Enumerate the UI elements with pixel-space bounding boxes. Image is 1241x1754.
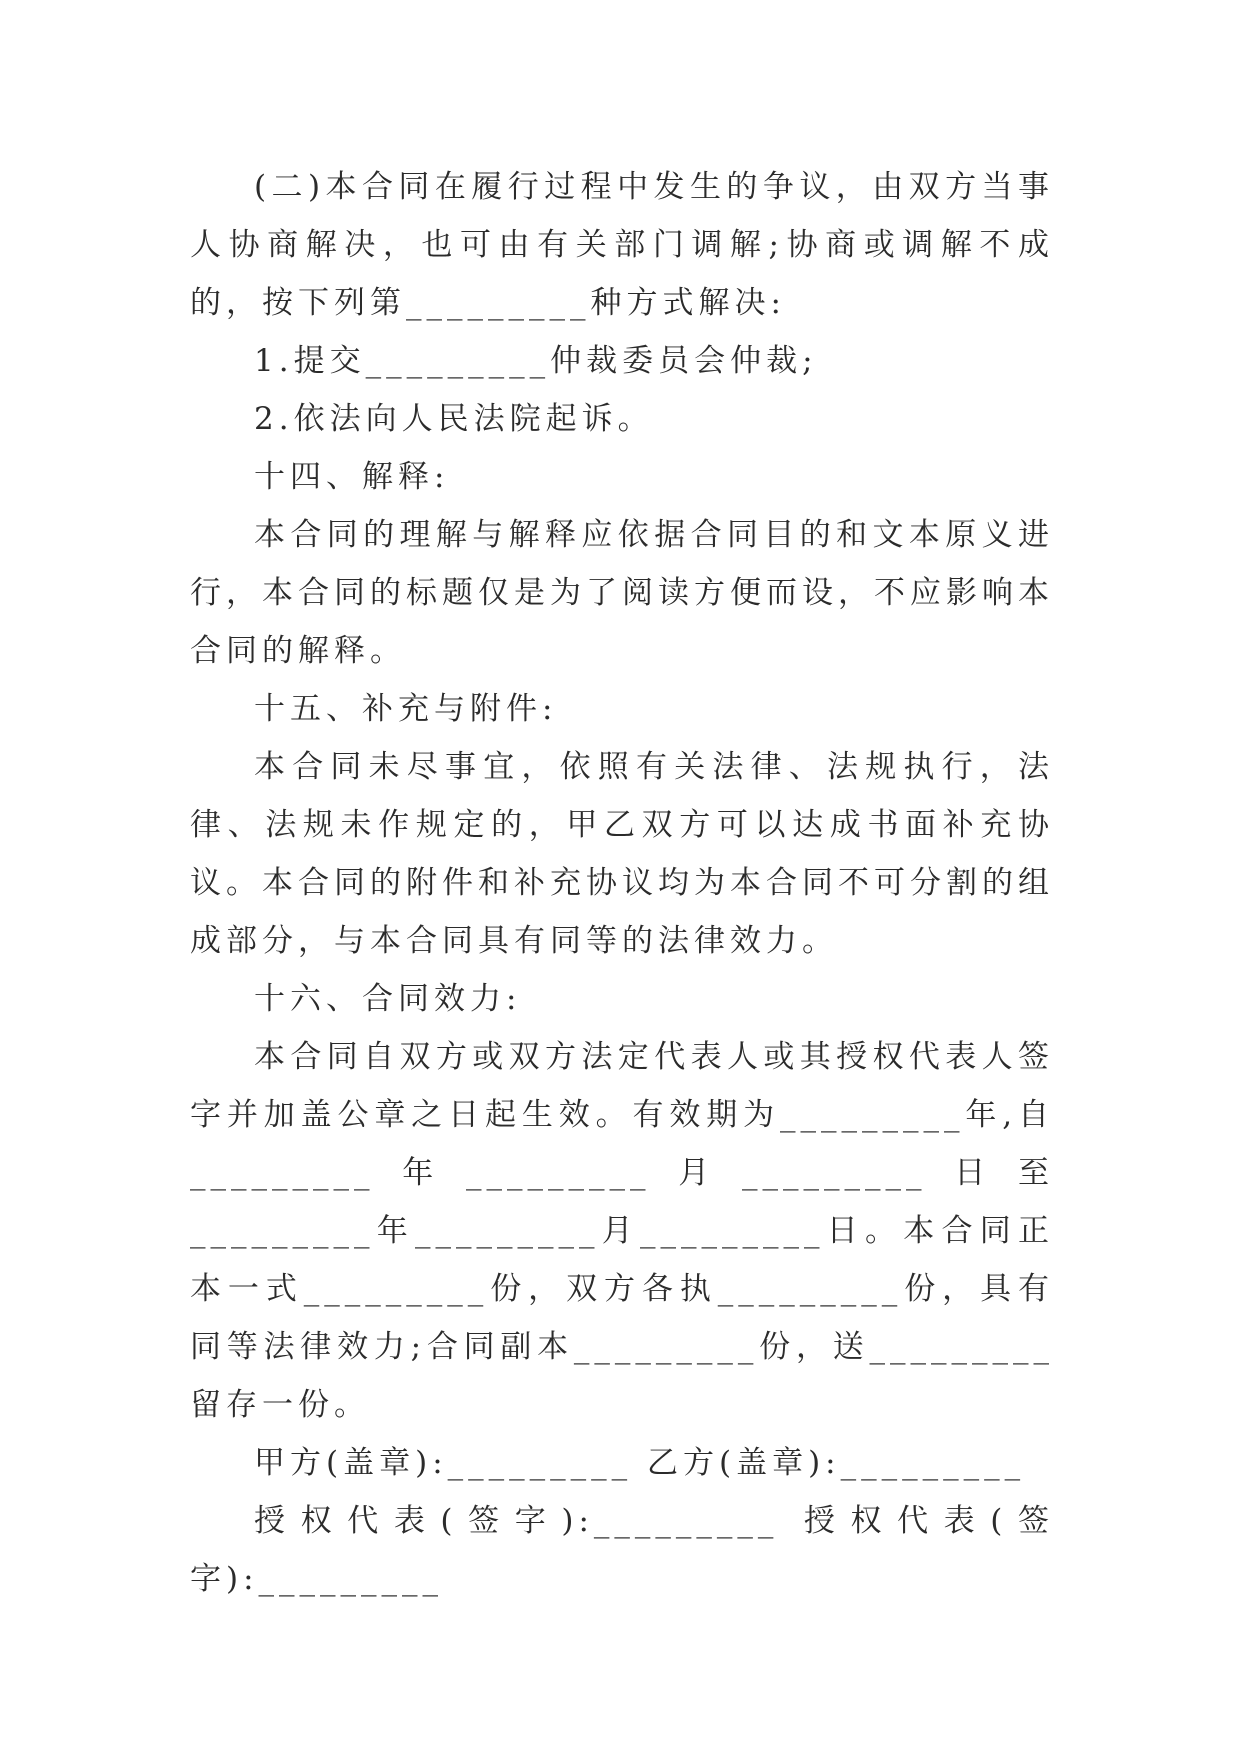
document-body (190, 158, 1054, 1608)
section-14-body: 本合同的理解与解释应依据合同目的和文本原义进行，本合同的标题仅是为了阅读方便而设，不应影响本合同的解释。 (190, 517, 1054, 669)
section-16-heading: 十六、合同效力: (254, 981, 522, 1017)
seal-line: 甲方(盖章):_________ 乙方(盖章):_________ (254, 1445, 1026, 1481)
section-15-body: 本合同未尽事宜，依照有关法律、法规执行，法律、法规未作规定的，甲乙双方可以达成书面补充协议。本合同的附件和补充协议均为本合同不可分割的组成部分，与本合同具有同等的法律效力。 (190, 749, 1054, 959)
signature-line: 授权代表(签字):_________ 授权代表(签字):_________ (190, 1503, 1054, 1597)
section-15-heading: 十五、补充与附件: (254, 691, 558, 727)
section-16-body: 本合同自双方或双方法定代表人或其授权代表人签字并加盖公章之日起生效。有效期为_________年,自_________年_________月_________日至_________年_________月_________日。本合同正本一式_________份，双方各执_________份，具有同等法律效力;合同副本_________份，送_________留存一份。 (190, 1039, 1054, 1423)
section-14-heading: 十四、解释: (254, 459, 450, 495)
option-2-litigation: 2.依法向人民法院起诉。 (254, 401, 654, 437)
option-1-arbitration: 1.提交_________仲裁委员会仲裁; (254, 343, 818, 379)
clause-13-2-dispute: (二)本合同在履行过程中发生的争议，由双方当事人协商解决，也可由有关部门调解;协商或调解不成的，按下列第_________种方式解决: (190, 169, 1054, 321)
